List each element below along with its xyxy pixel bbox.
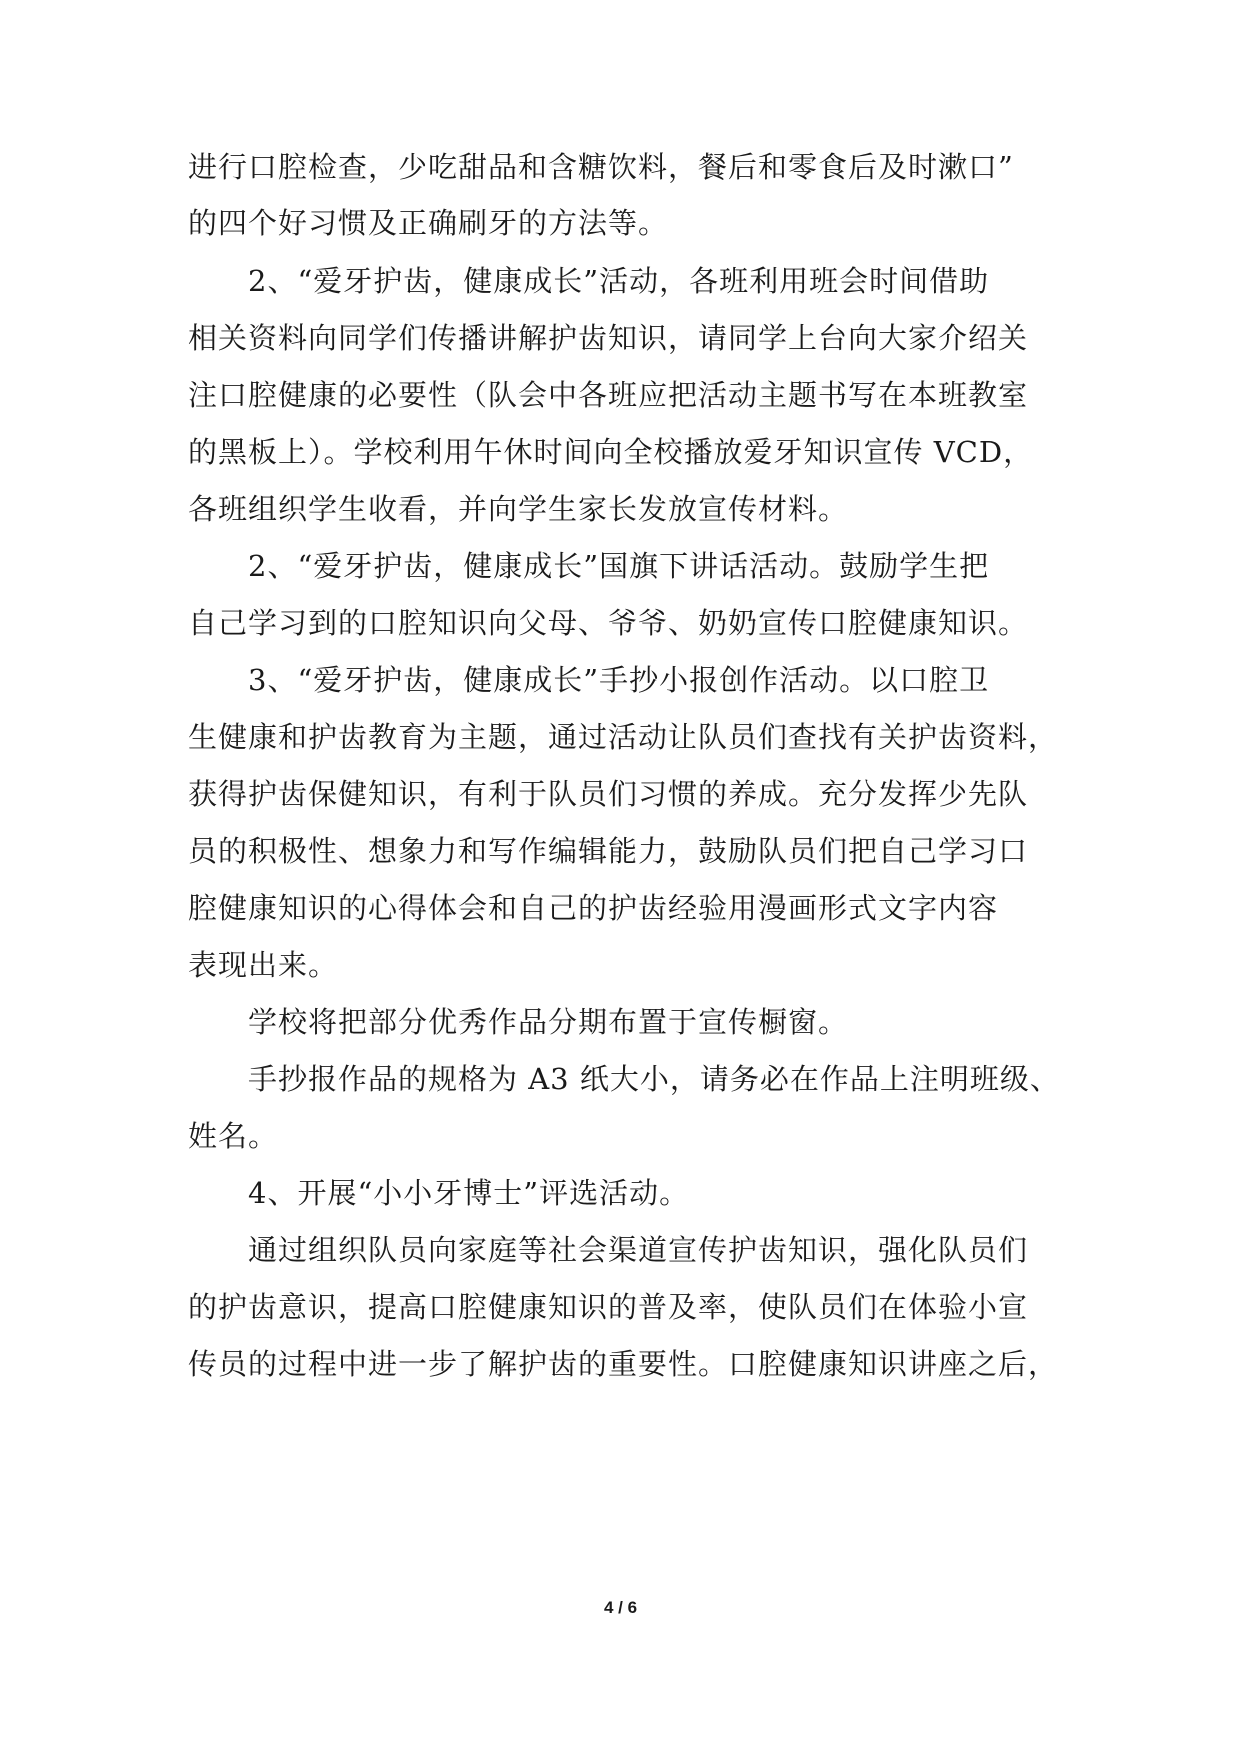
body-line: 3、“爱牙护齿，健康成长”手抄小报创作活动。以口腔卫 <box>248 663 990 697</box>
body-line: 手抄报作品的规格为 A3 纸大小，请务必在作品上注明班级、 <box>248 1062 1060 1096</box>
body-line: 注口腔健康的必要性（队会中各班应把活动主题书写在本班教室 <box>188 378 1029 412</box>
body-line: 获得护齿保健知识，有利于队员们习惯的养成。充分发挥少先队 <box>188 777 1029 811</box>
body-line: 相关资料向同学们传播讲解护齿知识，请同学上台向大家介绍关 <box>188 321 1029 355</box>
body-line: 姓名。 <box>188 1119 279 1153</box>
body-line: 腔健康知识的心得体会和自己的护齿经验用漫画形式文字内容 <box>188 891 999 925</box>
body-line: 的黑板上）。学校利用午休时间向全校播放爱牙知识宣传 VCD， <box>188 435 1034 469</box>
body-line: 的四个好习惯及正确刷牙的方法等。 <box>188 206 669 240</box>
body-line: 表现出来。 <box>188 948 339 982</box>
body-line: 自己学习到的口腔知识向父母、爷爷、奶奶宣传口腔健康知识。 <box>188 606 1029 640</box>
body-line: 通过组织队员向家庭等社会渠道宣传护齿知识，强化队员们 <box>248 1233 1029 1267</box>
body-line: 2、“爱牙护齿，健康成长”活动，各班利用班会时间借助 <box>248 264 990 298</box>
body-line: 2、“爱牙护齿，健康成长”国旗下讲话活动。鼓励学生把 <box>248 549 990 583</box>
body-line: 学校将把部分优秀作品分期布置于宣传橱窗。 <box>248 1005 849 1039</box>
body-line: 各班组织学生收看，并向学生家长发放宣传材料。 <box>188 492 849 526</box>
body-line: 生健康和护齿教育为主题，通过活动让队员们查找有关护齿资料， <box>188 720 1059 754</box>
body-line: 进行口腔检查，少吃甜品和含糖饮料，餐后和零食后及时漱口” <box>188 150 1014 184</box>
body-line: 员的积极性、想象力和写作编辑能力，鼓励队员们把自己学习口 <box>188 834 1029 868</box>
body-line: 4、开展“小小牙博士”评选活动。 <box>248 1176 690 1210</box>
page-indicator: 4 / 6 <box>603 1598 638 1617</box>
body-line: 的护齿意识，提高口腔健康知识的普及率，使队员们在体验小宣 <box>188 1290 1029 1324</box>
body-line: 传员的过程中进一步了解护齿的重要性。口腔健康知识讲座之后， <box>188 1347 1059 1381</box>
